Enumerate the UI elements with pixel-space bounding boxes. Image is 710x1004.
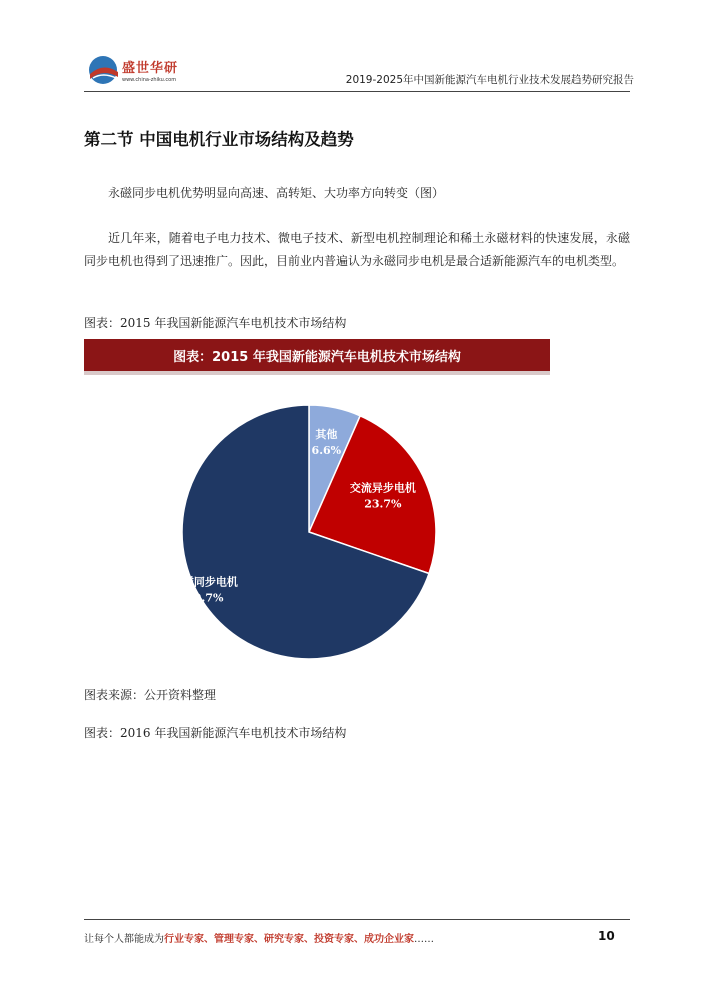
figure-2-caption: 图表：2016 年我国新能源汽车电机技术市场结构 <box>84 726 347 740</box>
chart-title: 图表：2015 年我国新能源汽车电机技术市场结构 <box>173 349 461 365</box>
pie-chart <box>84 378 550 662</box>
pie-value-label-2: 69.7% <box>186 591 224 605</box>
figure-1-caption: 图表：2015 年我国新能源汽车电机技术市场结构 <box>84 316 347 330</box>
pie-value-label-0: 6.6% <box>311 444 342 458</box>
header-divider <box>84 91 630 92</box>
banner-shadow <box>84 371 550 375</box>
footer-divider <box>84 919 630 920</box>
pie-label-0: 其他 <box>315 428 338 442</box>
logo-text: 盛世华研 <box>122 61 179 76</box>
footer-highlight: 行业专家、管理专家、研究专家、投资专家、成功企业家 <box>164 934 414 945</box>
report-title: 2019-2025年中国新能源汽车电机行业技术发展趋势研究报告 <box>345 74 634 86</box>
footer-prefix: 让每个人都能成为 <box>84 934 164 945</box>
chart-title-banner <box>84 339 550 371</box>
pie-label-2: 永磁同步电机 <box>171 575 238 589</box>
pie-value-label-1: 23.7% <box>364 497 402 511</box>
page-number: 10 <box>598 929 615 943</box>
footer-suffix: …… <box>414 934 434 945</box>
paragraph-2: 近几年来，随着电子电力技术、微电子技术、新型电机控制理论和稀土永磁材料的快速发展，永磁同步电机也得到了迅速推广。因此，目前业内普遍认为永磁同步电机是最合适新能源汽车的电机类型。 <box>84 231 630 268</box>
footer-slogan <box>84 930 434 945</box>
paragraph-1: 永磁同步电机优势明显向高速、高转矩、大功率方向转变（图） <box>108 186 445 200</box>
section-heading: 第二节 中国电机行业市场结构及趋势 <box>84 130 354 149</box>
figure-1-source: 图表来源：公开资料整理 <box>84 688 217 702</box>
pie-label-1: 交流异步电机 <box>349 481 416 495</box>
logo-url: www.china-zhiku.com <box>122 77 177 83</box>
